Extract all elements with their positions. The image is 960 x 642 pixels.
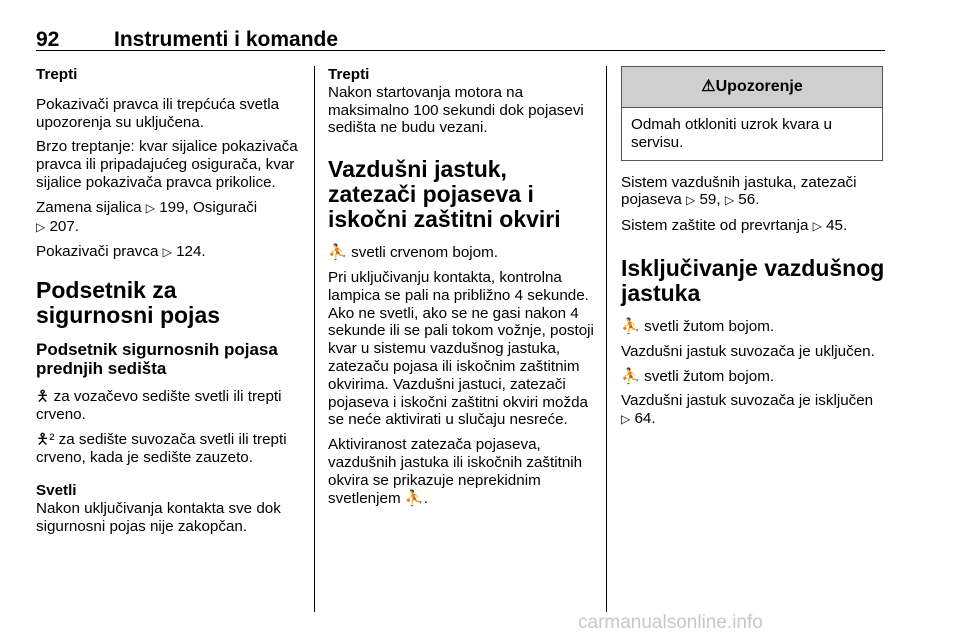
paragraph-aktiviranost bbox=[328, 436, 594, 507]
paragraph-zutom-2 bbox=[621, 368, 885, 386]
paragraph-svetli: Nakon uključivanja kontakta sve dok sigurnosni pojas nije zakopčan. bbox=[36, 500, 281, 535]
paragraph-sistem bbox=[621, 174, 885, 211]
warning-box bbox=[621, 66, 883, 161]
text-zastita: Sistem zaštite od prevrtanja bbox=[621, 217, 813, 235]
seatbelt-icon: 🯅 bbox=[36, 388, 50, 406]
paragraph-ukljucen: Vazdušni jastuk suvozača je uključen. bbox=[621, 342, 875, 360]
column-2 bbox=[328, 66, 594, 514]
text-zutom-2: svetli žutom bojom. bbox=[639, 367, 775, 385]
ref-45[interactable]: 45. bbox=[826, 217, 848, 235]
ref-arrow-icon: ▷ bbox=[724, 193, 735, 208]
ref-56[interactable]: 56. bbox=[738, 191, 760, 209]
ref-arrow-icon: ▷ bbox=[812, 219, 822, 234]
ref-124[interactable]: 124. bbox=[176, 243, 206, 261]
ref-207[interactable]: 207. bbox=[49, 217, 80, 235]
text-aktiviranost-end: . bbox=[423, 489, 428, 507]
paragraph-pokazivaci bbox=[36, 243, 300, 262]
text-pokazivaci: Pokazivači pravca bbox=[36, 243, 163, 261]
paragraph-ukljucivanje: Pri uključivanju kontakta, kontrolna lampica se pali na približno 4 sekunde. Ako ne svetli, ako se ne gasi nakon 4 sekunde ili se pali tokom vožnje, postoji kvar u sistemu vazdušnog jastuka, zatezaču pojasa ili iskočnim zaštitnim okvirima. Vazdušni jastuci, zatezači pojaseva i iskočni zaštitni okviri možda se neće aktivirati u slučaju nesreće. bbox=[328, 268, 594, 429]
subheading-podsetnik: Podsetnik sigurnosnih pojasa prednjih sedišta bbox=[36, 340, 278, 379]
ref-arrow-icon: ▷ bbox=[145, 200, 155, 215]
heading-iskljucivanje: Isključivanje vazdušnog jastuka bbox=[621, 254, 885, 306]
paragraph-vozac bbox=[36, 388, 300, 424]
heading-podsetnik: Podsetnik za sigurnosni pojas bbox=[36, 277, 221, 329]
ref-arrow-icon: ▷ bbox=[162, 245, 172, 260]
heading-airbag: Vazdušni jastuk, zatezači pojaseva i iskočni zaštitni okviri bbox=[328, 156, 561, 233]
page-header bbox=[36, 18, 885, 51]
heading-trepti-2: Trepti bbox=[328, 66, 370, 83]
paragraph-trepti: Pokazivači pravca ili trepćuća svetla upozorenja su uključena. bbox=[36, 95, 280, 131]
paragraph-trepti-2: Nakon startovanja motora na maksimalno 100 sekundi dok pojasevi sedišta ne budu vezani. bbox=[328, 83, 584, 137]
text-crveno: svetli crvenom bojom. bbox=[346, 244, 499, 262]
text-vozac: za vozačevo sedište svetli ili trepti crveno. bbox=[36, 388, 282, 423]
text-suvozac: za sedište suvozača svetli ili trepti crveno, kada je sedište zauzeto. bbox=[36, 430, 287, 466]
paragraph-crveno bbox=[328, 244, 594, 262]
airbag-off-icon: ⛹ bbox=[621, 367, 640, 385]
seatbelt-icon: 🯅² bbox=[36, 430, 55, 448]
paragraph-zutom-1 bbox=[621, 318, 885, 336]
ref-199[interactable]: 199, Osigurači bbox=[159, 198, 258, 216]
watermark: carmanualsonline.info bbox=[578, 612, 763, 633]
column-divider-1 bbox=[314, 66, 315, 612]
airbag-on-icon: ⛹ bbox=[621, 317, 640, 335]
paragraph-zamena bbox=[36, 199, 300, 237]
airbag-icon: ⛹ bbox=[328, 244, 347, 262]
warning-header bbox=[622, 67, 882, 108]
ref-arrow-icon: ▷ bbox=[36, 219, 46, 234]
column-divider-2 bbox=[606, 66, 607, 612]
warning-body: Odmah otkloniti uzrok kvara u servisu. bbox=[631, 116, 832, 151]
warning-title: Upozorenje bbox=[715, 78, 803, 95]
text-aktiviranost: Aktiviranost zatezača pojaseva, vazdušnih jastuka ili iskočnih zaštitnih okvira se prikazuje neprekidnim svetlenjem bbox=[328, 436, 583, 507]
page-number: 92 bbox=[36, 28, 60, 51]
airbag-icon: ⛹ bbox=[404, 489, 424, 507]
column-1 bbox=[36, 66, 300, 543]
ref-arrow-icon: ▷ bbox=[686, 193, 696, 208]
text-zutom-1: svetli žutom bojom. bbox=[639, 317, 775, 335]
ref-64[interactable]: 64. bbox=[634, 410, 656, 428]
heading-svetli: Svetli bbox=[36, 482, 77, 500]
text-zamena: Zamena sijalica bbox=[36, 198, 146, 216]
heading-trepti: Trepti bbox=[36, 66, 78, 83]
column-3 bbox=[621, 66, 885, 436]
text-iskljucen: Vazdušni jastuk suvozača je isključen bbox=[621, 392, 874, 410]
text-sistem: Sistem vazdušnih jastuka, zatezači pojaseva bbox=[621, 173, 857, 209]
paragraph-iskljucen bbox=[621, 392, 885, 429]
page-title: Instrumenti i komande bbox=[114, 28, 339, 51]
paragraph-suvozac bbox=[36, 431, 300, 467]
warning-triangle-icon: ⚠ bbox=[701, 78, 716, 95]
paragraph-brzo-treptanje: Brzo treptanje: kvar sijalice pokazivača pravca ili pripadajućeg osigurača, kvar sijalice pokazivača pravca prikolice. bbox=[36, 138, 298, 191]
ref-arrow-icon: ▷ bbox=[621, 412, 631, 427]
ref-59[interactable]: 59, bbox=[699, 191, 725, 209]
paragraph-zastita bbox=[621, 217, 885, 236]
